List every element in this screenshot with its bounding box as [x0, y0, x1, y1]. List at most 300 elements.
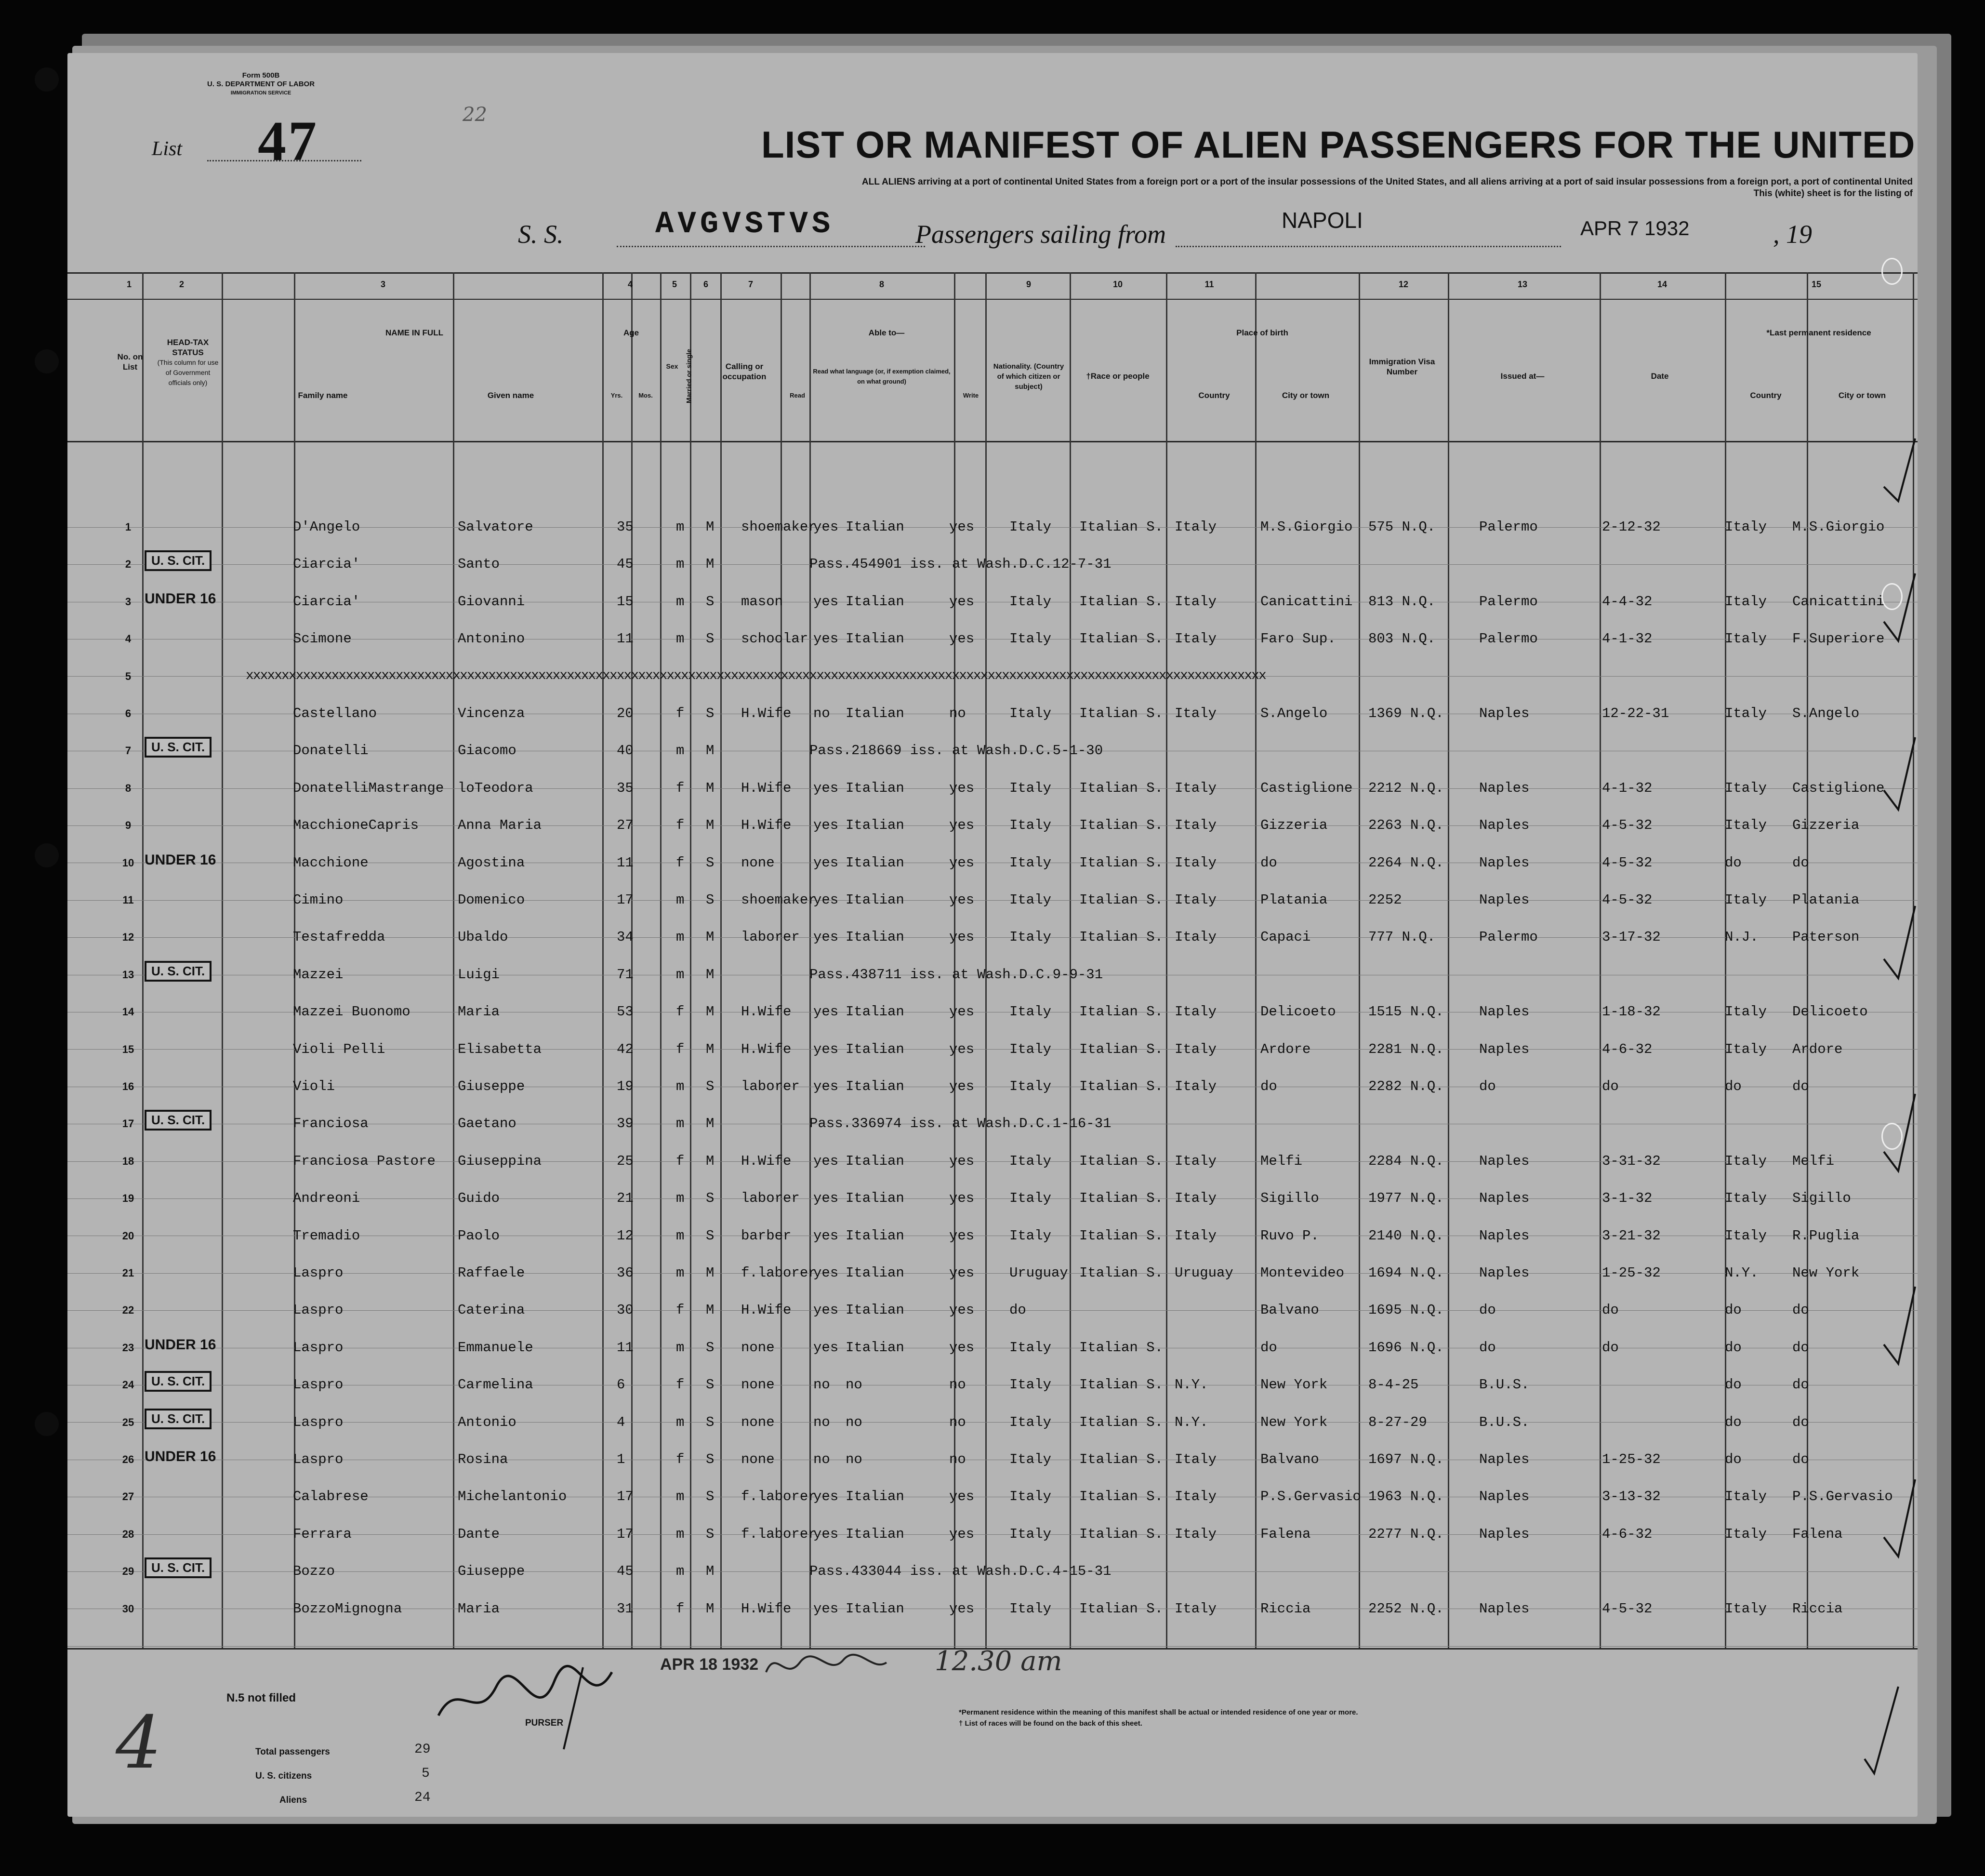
check-mark-icon — [1884, 439, 1915, 501]
cell-sex: m — [676, 631, 685, 647]
cell-rc: Italy — [1725, 519, 1767, 535]
cell-read: no — [813, 1414, 830, 1430]
cell-ms: S — [706, 631, 715, 647]
cell-occ: f.laborer — [741, 1526, 817, 1542]
cell-write: yes — [949, 817, 975, 834]
header-age: Age — [623, 328, 639, 337]
cell-race: Italian S. — [1079, 1153, 1164, 1169]
header-birth-country: Country — [1198, 391, 1230, 400]
cell-ms: M — [706, 1116, 715, 1132]
cell-rcity: Riccia — [1792, 1600, 1843, 1617]
cell-nat: Italy — [1009, 817, 1052, 834]
cell-issued: Naples — [1479, 780, 1530, 796]
row-number: 2 — [125, 558, 132, 571]
column-rule — [1600, 272, 1601, 1648]
cell-issued: Naples — [1479, 854, 1530, 871]
manifest-subtitle — [424, 176, 1913, 200]
cell-ms: M — [706, 1265, 715, 1281]
subtitle-line-1: ALL ALIENS arriving at a port of continental United States from a foreign port or a port of the insular possessions of the United States, and all aliens arriving at a port of said insular possessions from a foreign port, a port of continental United — [861, 177, 1913, 187]
cell-rc: N.Y. — [1725, 1265, 1759, 1281]
cell-age: 45 — [617, 556, 634, 572]
cell-bcity: Riccia — [1260, 1600, 1311, 1617]
cell-bcity: P.S.Gervasio — [1260, 1489, 1361, 1505]
cell-rcity: S.Angelo — [1792, 705, 1860, 721]
cell-race: Italian S. — [1079, 1041, 1164, 1057]
us-citizens-value: 5 — [422, 1766, 430, 1781]
cell-read: yes — [813, 892, 839, 908]
cell-date: 2-12-32 — [1602, 519, 1661, 535]
form-number: Form 500B — [242, 71, 280, 80]
cell-nat: Italy — [1009, 929, 1052, 945]
cell-issued: Palermo — [1479, 519, 1538, 535]
cell-occ: H.Wife — [741, 1004, 792, 1020]
cell-lang: Italian — [846, 1041, 904, 1057]
row-number: 4 — [125, 633, 132, 645]
header-head-tax-title: HEAD-TAX STATUS — [167, 338, 209, 357]
check-mark-icon — [1884, 1287, 1915, 1364]
pencil-note: 22 — [463, 104, 487, 126]
cell-sex: m — [676, 1190, 685, 1207]
cell-family: Laspro — [293, 1265, 344, 1281]
cell-bcity: Platania — [1260, 892, 1328, 908]
us-citizen-stamp: U. S. CIT. — [145, 961, 212, 982]
cell-bc: Italy — [1175, 1227, 1217, 1244]
header-married: Married or single — [685, 349, 693, 403]
cell-rc: Italy — [1725, 1004, 1767, 1020]
cell-sex: m — [676, 593, 685, 610]
cell-lang: Italian — [846, 929, 904, 945]
row-number: 5 — [125, 670, 132, 682]
cell-ms: M — [706, 1004, 715, 1020]
column-rule — [1725, 272, 1726, 1648]
cell-rc: Italy — [1725, 631, 1767, 647]
cell-date: 4-6-32 — [1602, 1526, 1653, 1542]
cell-race: Italian S. — [1079, 1190, 1164, 1207]
cell-date: do — [1602, 1302, 1619, 1318]
cell-nat: Italy — [1009, 519, 1052, 535]
cell-lang: no — [846, 1377, 862, 1393]
cell-bcity: Castiglione — [1260, 780, 1353, 796]
cell-date: 4-6-32 — [1602, 1041, 1653, 1057]
cell-lang: Italian — [846, 519, 904, 535]
cell-read: yes — [813, 780, 839, 796]
total-passengers-value: 29 — [414, 1742, 431, 1757]
cell-given: Giuseppe — [458, 1563, 525, 1580]
cell-date: 4-5-32 — [1602, 854, 1653, 871]
cell-bc: Italy — [1175, 1526, 1217, 1542]
cell-lang: Italian — [846, 1004, 904, 1020]
cell-date: 4-5-32 — [1602, 817, 1653, 834]
cell-date: 4-1-32 — [1602, 780, 1653, 796]
cell-rcity: do — [1792, 854, 1809, 871]
row-number: 20 — [122, 1229, 134, 1242]
cell-ms: M — [706, 1302, 715, 1318]
cell-rc: Italy — [1725, 1526, 1767, 1542]
cell-issued: Naples — [1479, 1227, 1530, 1244]
cell-lang: no — [846, 1414, 862, 1430]
column-rule — [985, 272, 987, 1648]
cell-bc: N.Y. — [1175, 1414, 1208, 1430]
cell-age: 6 — [617, 1377, 625, 1393]
cell-given: Raffaele — [458, 1265, 525, 1281]
cell-sex: m — [676, 1227, 685, 1244]
cell-age: 71 — [617, 966, 634, 983]
cell-rcity: do — [1792, 1339, 1809, 1356]
cell-visa: 1515 N.Q. — [1368, 1004, 1444, 1020]
signature-time-note: 12.30 am — [935, 1646, 1062, 1677]
cell-ms: M — [706, 1153, 715, 1169]
cell-bcity: Balvano — [1260, 1302, 1319, 1318]
cell-bcity: Capaci — [1260, 929, 1311, 945]
cell-family: MacchioneCapris — [293, 817, 419, 834]
row-number: 24 — [122, 1379, 134, 1391]
cell-sex: m — [676, 1116, 685, 1132]
row-number: 16 — [122, 1080, 134, 1092]
us-citizen-stamp: U. S. CIT. — [145, 737, 212, 758]
cell-rcity: Paterson — [1792, 929, 1860, 945]
cell-sex: f — [676, 1377, 685, 1393]
cell-rc: Italy — [1725, 1489, 1767, 1505]
cell-bc: Italy — [1175, 854, 1217, 871]
cell-write: yes — [949, 1600, 975, 1617]
header-given-name: Given name — [487, 391, 534, 400]
row-number: 28 — [122, 1528, 134, 1540]
cell-issued: Naples — [1479, 1526, 1530, 1542]
cell-read: yes — [813, 593, 839, 610]
cell-ms: S — [706, 1190, 715, 1207]
cell-nat: Italy — [1009, 1489, 1052, 1505]
total-passengers-label: Total passengers — [255, 1747, 330, 1757]
cell-rcity: F.Superiore — [1792, 631, 1885, 647]
cell-read: yes — [813, 1265, 839, 1281]
row-number: 15 — [122, 1043, 134, 1055]
column-number: 8 — [879, 279, 884, 289]
cell-race: Italian S. — [1079, 1377, 1164, 1393]
cell-visa: 1697 N.Q. — [1368, 1451, 1444, 1467]
cell-race: Italian S. — [1079, 1526, 1164, 1542]
cell-race: Italian S. — [1079, 1414, 1164, 1430]
cell-sex: m — [676, 1414, 685, 1430]
cell-date: 1-18-32 — [1602, 1004, 1661, 1020]
cell-rcity: do — [1792, 1414, 1809, 1430]
aliens-label: Aliens — [279, 1795, 307, 1805]
check-mark-icon — [1884, 737, 1915, 810]
column-number: 13 — [1517, 279, 1528, 289]
cell-issued: do — [1479, 1302, 1496, 1318]
cell-bcity: Montevideo — [1260, 1265, 1345, 1281]
port-underline — [1176, 246, 1561, 247]
cell-given: Michelantonio — [458, 1489, 567, 1505]
cell-occ: H.Wife — [741, 1153, 792, 1169]
cell-age: 17 — [617, 1489, 634, 1505]
column-rule — [781, 272, 782, 1648]
cell-race: Italian S. — [1079, 1451, 1164, 1467]
cell-lang: Italian — [846, 1078, 904, 1094]
cell-bcity: Falena — [1260, 1526, 1311, 1542]
cell-issued: Palermo — [1479, 929, 1538, 945]
row-number: 12 — [122, 931, 134, 944]
cell-visa: 813 N.Q. — [1368, 593, 1436, 610]
cell-family: Ciarcia' — [293, 556, 360, 572]
cell-rc: Italy — [1725, 892, 1767, 908]
cell-read: yes — [813, 1078, 839, 1094]
cell-lang: Italian — [846, 1302, 904, 1318]
race-footnote: † List of races will be found on the back of this sheet. — [959, 1719, 1142, 1728]
cell-date: 3-1-32 — [1602, 1190, 1653, 1207]
cell-given: Maria — [458, 1600, 500, 1617]
cell-issued: do — [1479, 1078, 1496, 1094]
cell-date: 3-17-32 — [1602, 929, 1661, 945]
cell-visa: 2212 N.Q. — [1368, 780, 1444, 796]
row-number: 9 — [125, 819, 132, 832]
cancelled-line: xxxxxxxxxxxxxxxxxxxxxxxxxxxxxxxxxxxxxxxxxxxxxxxxxxxxxxxxxxxxxxxxxxxxxxxxxxxxxxxxxxxxxxxxxxxxxxxxxxxxxxxxxxxxxxxxxxxxxxxxxxxxxxxxxxxxxxxxxxxxxxx — [246, 668, 1266, 683]
cell-given: Caterina — [458, 1302, 525, 1318]
cell-lang: Italian — [846, 1265, 904, 1281]
cell-lang: Italian — [846, 1339, 904, 1356]
cell-race: Italian S. — [1079, 1265, 1164, 1281]
cell-lang: Italian — [846, 1227, 904, 1244]
cell-visa: 2264 N.Q. — [1368, 854, 1444, 871]
cell-date: 12-22-31 — [1602, 705, 1669, 721]
cell-lang: Italian — [846, 854, 904, 871]
cell-visa: 2252 — [1368, 892, 1402, 908]
binder-hole — [35, 67, 59, 92]
year-label: , 19 — [1773, 220, 1812, 249]
column-rule — [720, 272, 722, 1648]
header-no-on-list: No. on List — [117, 352, 143, 372]
form-header — [207, 71, 315, 97]
cell-race: Italian S. — [1079, 1078, 1164, 1094]
cell-date: 1-25-32 — [1602, 1265, 1661, 1281]
cell-visa: 2284 N.Q. — [1368, 1153, 1444, 1169]
cell-given: Maria — [458, 1004, 500, 1020]
cell-bc: Italy — [1175, 817, 1217, 834]
column-number: 14 — [1657, 279, 1667, 289]
cell-occ: none — [741, 1339, 775, 1356]
sailing-label: Passengers sailing from — [915, 220, 1166, 249]
cell-lang: Italian — [846, 1190, 904, 1207]
cell-visa: 8-4-25 — [1368, 1377, 1419, 1393]
cell-family: Violi — [293, 1078, 335, 1094]
cell-nat: Italy — [1009, 780, 1052, 796]
cell-read: no — [813, 705, 830, 721]
cell-nat: Italy — [1009, 854, 1052, 871]
column-rule — [1807, 272, 1808, 1648]
cell-rc: N.J. — [1725, 929, 1759, 945]
cell-bc: Italy — [1175, 519, 1217, 535]
column-rule — [1255, 272, 1257, 1648]
us-citizen-stamp: U. S. CIT. — [145, 1409, 212, 1429]
ship-name: AVGVSTVS — [655, 207, 834, 242]
cell-rc: do — [1725, 1377, 1742, 1393]
cell-occ: laborer — [741, 1078, 800, 1094]
cell-bc: Italy — [1175, 780, 1217, 796]
header-place-of-birth: Place of birth — [1236, 328, 1288, 337]
cell-date: 3-13-32 — [1602, 1489, 1661, 1505]
cell-issued: Naples — [1479, 1004, 1530, 1020]
cell-ms: S — [706, 705, 715, 721]
binder-hole — [35, 843, 59, 867]
column-number: 15 — [1811, 279, 1822, 289]
column-rule — [453, 272, 454, 1648]
cell-rcity: M.S.Giorgio — [1792, 519, 1885, 535]
cell-rcity: do — [1792, 1377, 1809, 1393]
cell-family: Tremadio — [293, 1227, 360, 1244]
cell-ms: S — [706, 1377, 715, 1393]
cell-ms: S — [706, 1227, 715, 1244]
cell-given: Luigi — [458, 966, 500, 983]
right-binder-hole — [1881, 1123, 1903, 1150]
cell-nat: Italy — [1009, 1377, 1052, 1393]
cell-rcity: do — [1792, 1078, 1809, 1094]
cell-nat: Italy — [1009, 1041, 1052, 1057]
cell-rcity: Melfi — [1792, 1153, 1835, 1169]
cell-issued: Naples — [1479, 1451, 1530, 1467]
cell-race: Italian S. — [1079, 780, 1164, 796]
column-number: 3 — [380, 279, 385, 289]
cell-bcity: do — [1260, 1078, 1277, 1094]
margin-mark: 4 — [116, 1701, 162, 1785]
column-rule — [660, 272, 662, 1648]
cell-visa: 777 N.Q. — [1368, 929, 1436, 945]
cell-age: 40 — [617, 743, 634, 759]
column-rule — [222, 272, 223, 1648]
cell-sex: m — [676, 966, 685, 983]
us-citizen-stamp: U. S. CIT. — [145, 550, 212, 571]
cell-ms: S — [706, 1489, 715, 1505]
cell-occ: H.Wife — [741, 705, 792, 721]
header-able-to: Able to— — [868, 328, 905, 337]
cell-ms: M — [706, 1041, 715, 1057]
header-calling: Calling or occupation — [722, 362, 767, 381]
cell-sex: f — [676, 780, 685, 796]
cell-age: 11 — [617, 1339, 634, 1356]
passport-note: Pass.438711 iss. at Wash.D.C.9-9-31 — [809, 966, 1103, 983]
cell-race: Italian S. — [1079, 1489, 1164, 1505]
cell-bc: Italy — [1175, 1489, 1217, 1505]
manifest-sheet — [67, 53, 1918, 1817]
cell-read: yes — [813, 1004, 839, 1020]
colnum-border — [67, 299, 1918, 300]
cell-visa: 2252 N.Q. — [1368, 1600, 1444, 1617]
cell-visa: 575 N.Q. — [1368, 519, 1436, 535]
cell-occ: f.laborer — [741, 1489, 817, 1505]
cell-given: Antonio — [458, 1414, 516, 1430]
cell-rcity: Falena — [1792, 1526, 1843, 1542]
cell-sex: m — [676, 1563, 685, 1580]
cell-sex: m — [676, 743, 685, 759]
cell-age: 35 — [617, 519, 634, 535]
subtitle-line-2: This (white) sheet is for the listing of — [1753, 188, 1913, 199]
cell-nat: Italy — [1009, 1451, 1052, 1467]
cell-age: 19 — [617, 1078, 634, 1094]
ship-label: S. S. — [518, 220, 564, 249]
cell-age: 4 — [617, 1414, 625, 1430]
cell-visa: 8-27-29 — [1368, 1414, 1427, 1430]
cell-read: yes — [813, 817, 839, 834]
cell-read: no — [813, 1451, 830, 1467]
cell-rc: do — [1725, 854, 1742, 871]
cell-age: 42 — [617, 1041, 634, 1057]
cell-ms: M — [706, 1563, 715, 1580]
cell-sex: m — [676, 1489, 685, 1505]
cell-ms: M — [706, 929, 715, 945]
cell-race: Italian S. — [1079, 519, 1164, 535]
cell-bc: Italy — [1175, 1004, 1217, 1020]
cell-nat: Uruguay — [1009, 1265, 1068, 1281]
cell-write: yes — [949, 1265, 975, 1281]
cell-read: yes — [813, 1489, 839, 1505]
cell-family: Laspro — [293, 1302, 344, 1318]
cell-issued: Naples — [1479, 817, 1530, 834]
cell-bc: N.Y. — [1175, 1377, 1208, 1393]
check-mark-icon — [1884, 906, 1915, 978]
cell-visa: 1696 N.Q. — [1368, 1339, 1444, 1356]
header-head-tax-note: (This column for use of Government officials only) — [157, 359, 219, 386]
row-number: 11 — [122, 894, 134, 906]
cell-family: Franciosa Pastore — [293, 1153, 436, 1169]
header-family-name: Family name — [298, 391, 348, 400]
column-rule — [809, 272, 811, 1648]
cell-read: yes — [813, 1190, 839, 1207]
cell-ms: S — [706, 593, 715, 610]
cell-date: 3-31-32 — [1602, 1153, 1661, 1169]
purser-signature — [429, 1658, 631, 1754]
cell-write: yes — [949, 1041, 975, 1057]
header-res-country: Country — [1750, 391, 1782, 400]
cell-age: 11 — [617, 854, 634, 871]
cell-visa: 1694 N.Q. — [1368, 1265, 1444, 1281]
cell-ms: M — [706, 743, 715, 759]
cell-visa: 2140 N.Q. — [1368, 1227, 1444, 1244]
cell-family: Laspro — [293, 1339, 344, 1356]
row-number: 29 — [122, 1565, 134, 1578]
row-number: 6 — [125, 707, 132, 719]
cell-write: yes — [949, 1078, 975, 1094]
column-rule — [142, 272, 144, 1648]
cell-issued: Naples — [1479, 1489, 1530, 1505]
header-birth-city: City or town — [1282, 391, 1330, 400]
row-number: 23 — [122, 1341, 134, 1354]
cell-occ: none — [741, 854, 775, 871]
cell-sex: f — [676, 1600, 685, 1617]
column-number: 11 — [1204, 279, 1214, 289]
header-issued-at: Issued at— — [1500, 372, 1545, 381]
cell-occ: H.Wife — [741, 817, 792, 834]
cell-sex: f — [676, 817, 685, 834]
cell-occ: shoemaker — [741, 892, 817, 908]
cell-bcity: Ardore — [1260, 1041, 1311, 1057]
cell-given: Anna Maria — [458, 817, 542, 834]
cell-nat: Italy — [1009, 705, 1052, 721]
cell-rc: Italy — [1725, 1600, 1767, 1617]
cell-family: Testafredda — [293, 929, 385, 945]
cell-ms: M — [706, 1600, 715, 1617]
cell-read: yes — [813, 1339, 839, 1356]
cell-rcity: do — [1792, 1302, 1809, 1318]
cell-sex: f — [676, 1041, 685, 1057]
cell-rcity: P.S.Gervasio — [1792, 1489, 1893, 1505]
manifest-title: LIST OR MANIFEST OF ALIEN PASSENGERS FOR THE UNITED — [761, 123, 1916, 166]
cell-family: Laspro — [293, 1377, 344, 1393]
cell-family: DonatelliMastrange — [293, 780, 444, 796]
row-number: 10 — [122, 856, 134, 869]
cell-family: Bozzo — [293, 1563, 335, 1580]
cell-family: Mazzei Buonomo — [293, 1004, 410, 1020]
column-number: 6 — [703, 279, 708, 289]
cell-bcity: do — [1260, 1339, 1277, 1356]
cell-rcity: Castiglione — [1792, 780, 1885, 796]
